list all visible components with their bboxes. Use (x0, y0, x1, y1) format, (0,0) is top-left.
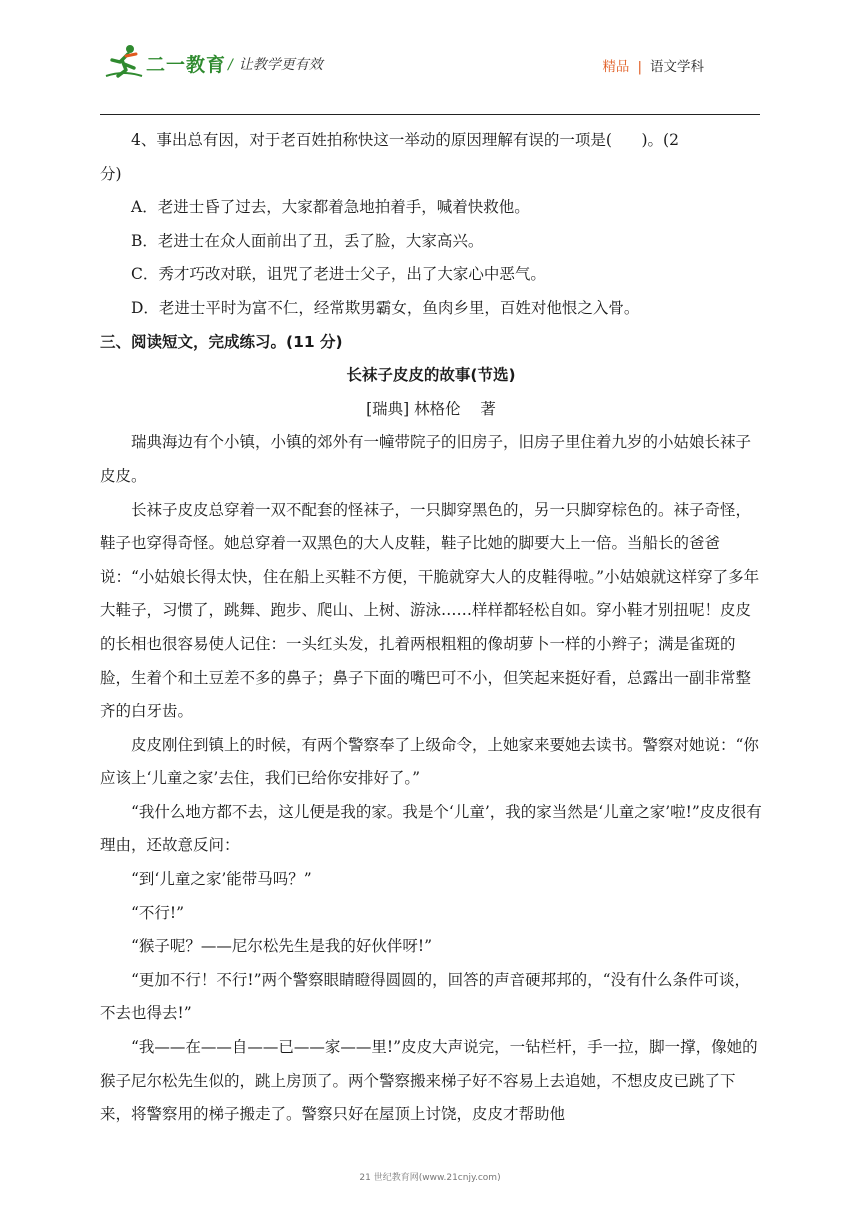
paragraph: “更加不行！不行!”两个警察眼睛瞪得圆圆的，回答的声音硬邦邦的，“没有什么条件可谈，不去也得去!” (100, 970, 751, 1023)
header-rule (100, 114, 760, 115)
option-c: C．秀才巧改对联，诅咒了老进士父子，出了大家心中恶气。 (131, 265, 546, 284)
logo-text: 二一教育 (146, 54, 227, 76)
subject-label: 语文学科 (650, 59, 704, 75)
question-4-stem: 4、事出总有因，对于老百姓拍称快这一举动的原因理解有误的一项是( )。(2 (131, 131, 679, 149)
page-header (100, 40, 760, 90)
page-footer: 21 世纪教育网(www.21cnjy.com) (359, 1173, 501, 1183)
paragraph: “我什么地方都不去，这儿便是我的家。我是个‘儿童’，我的家当然是‘儿童之家’啦!”皮皮很有理由，还故意反问： (100, 802, 762, 855)
paragraph: “到‘儿童之家’能带马吗？” (131, 870, 312, 889)
paragraph: “我——在——自——已——家——里!”皮皮大声说完，一钻栏杆，手一拉，脚一撑，像她的猴子尼尔松先生似的，跳上房顶了。两个警察搬来梯子好不容易上去追她，不想皮皮已跳了下来，将警察用的梯子搬走了。警察只好在屋顶上讨饶，皮皮才帮助他 (100, 1038, 758, 1124)
header-subject (602, 55, 704, 75)
slogan (228, 54, 323, 74)
running-man-logo-icon (104, 42, 144, 80)
document-body (100, 124, 762, 1132)
option-b: B．老进士在众人面前出了丑，丢了脸，大家高兴。 (131, 231, 484, 250)
divider-icon: | (637, 59, 642, 75)
paragraph: “猴子呢？——尼尔松先生是我的好伙伴呀!” (131, 937, 433, 956)
option-a: A．老进士昏了过去，大家都着急地拍着手，喊着快救他。 (131, 198, 530, 217)
slogan-text: 让教学更有效 (238, 57, 323, 73)
slogan-slash-icon: / (228, 57, 233, 73)
paragraph: 长袜子皮皮总穿着一双不配套的怪袜子，一只脚穿黑色的，另一只脚穿棕色的。袜子奇怪，鞋子也穿得奇怪。她总穿着一双黑色的大人皮鞋，鞋子比她的脚要大上一倍。当船长的爸爸说：“小姑娘长得太快，住在船上买鞋不方便，干脆就穿大人的皮鞋得啦。”小姑娘就这样穿了多年大鞋子，习惯了，跳舞、跑步、爬山、上树、游泳……样样都轻松自如。穿小鞋才别扭呢！皮皮的长相也很容易使人记住：一头红头发，扎着两根粗粗的像胡萝卜一样的小辫子；满是雀斑的脸，生着个和土豆差不多的鼻子；鼻子下面的嘴巴可不小，但笑起来挺好看，总露出一副非常整齐的白牙齿。 (100, 500, 760, 721)
article-author: [瑞典] 林格伦 著 (366, 399, 496, 418)
paragraph: “不行!” (131, 903, 185, 922)
paragraph: 皮皮刚住到镇上的时候，有两个警察奉了上级命令，上她家来要她去读书。警察对她说：“你应该上‘儿童之家’去住，我们已给你安排好了。” (100, 735, 759, 788)
section-heading: 三、阅读短文，完成练习。(11 分) (100, 332, 343, 351)
question-4-stem-cont: 分) (100, 164, 122, 183)
article-title: 长袜子皮皮的故事(节选) (346, 366, 516, 385)
paragraph: 瑞典海边有个小镇，小镇的郊外有一幢带院子的旧房子，旧房子里住着九岁的小姑娘长袜子皮皮。 (100, 433, 752, 485)
option-d: D．老进士平时为富不仁，经常欺男霸女，鱼肉乡里，百姓对他恨之入骨。 (131, 298, 640, 317)
premium-label: 精品 (602, 59, 630, 75)
